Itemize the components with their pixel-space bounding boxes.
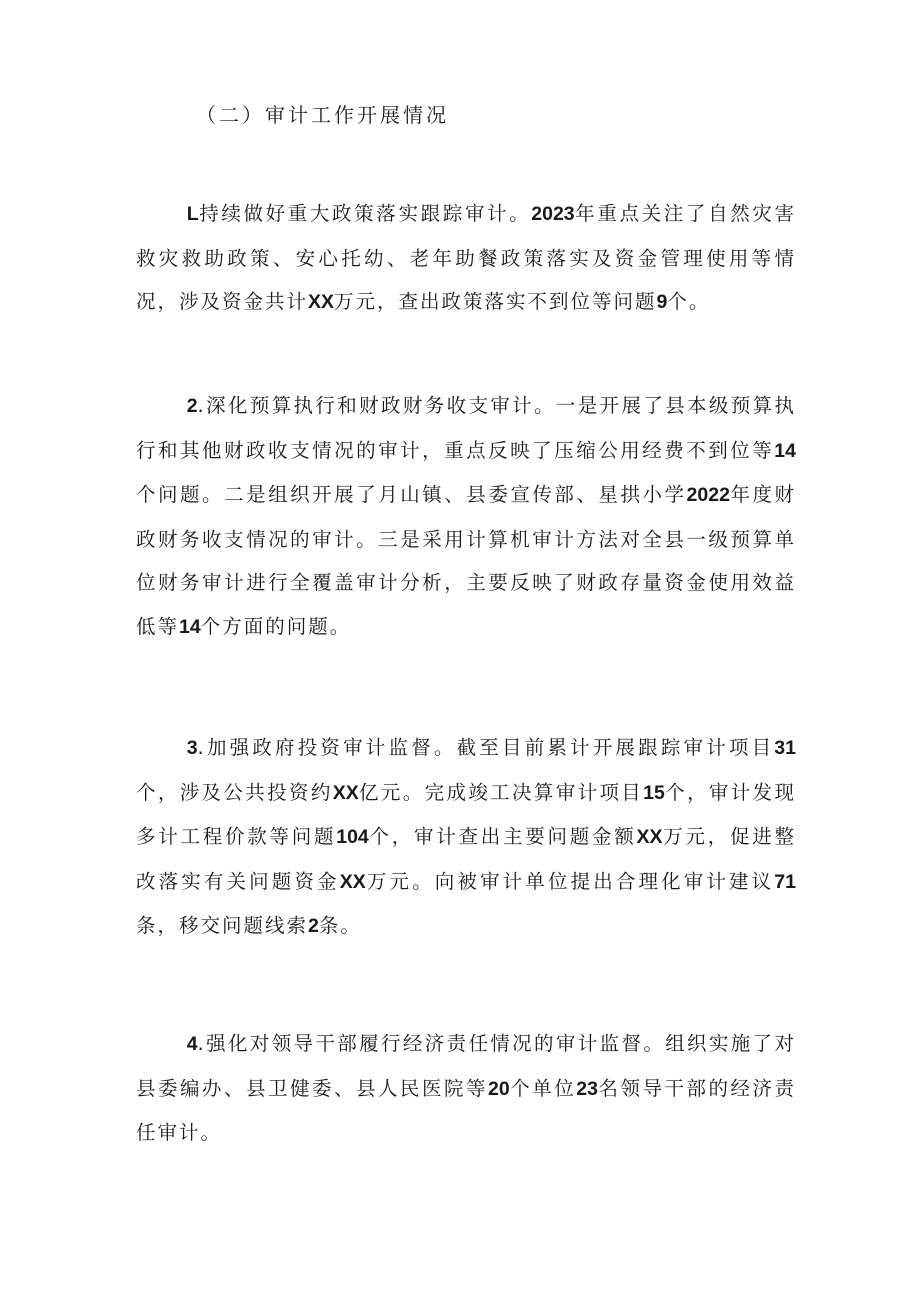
- number: 104: [336, 826, 369, 848]
- number: 20: [488, 1077, 510, 1100]
- number: 2023: [531, 203, 575, 225]
- text: 万元。向被审计单位提出合理化审计建议: [365, 869, 775, 893]
- item-number: 3: [186, 737, 198, 759]
- text: .加强政府投资审计监督。截至目前累计开展跟踪审计项目: [197, 736, 775, 759]
- text: 万元，促进整改落实有关问题资金: [136, 825, 796, 893]
- number: 2022: [686, 484, 730, 506]
- number: 23: [576, 1077, 598, 1100]
- text: 个方面的问题。: [200, 614, 352, 638]
- text: 年度财政财务收支情况的审计。三是采用计算机审计方法对全县一级预算单位财务审计进行全覆盖审计分析，主要反映了财政存量资金使用效益低等: [136, 483, 796, 638]
- text: 个，审计发现多计工程价款等问题: [136, 780, 796, 848]
- text: .强化对领导干部履行经济责任情况的审计监督。组织实施了对县委编办、县卫健委、县人民医院等: [136, 1032, 796, 1100]
- text: 个。: [667, 290, 711, 313]
- paragraph-2: [136, 384, 796, 649]
- number: XX: [339, 870, 366, 893]
- text: 个单位: [509, 1076, 577, 1100]
- text: 年重点关注了自然灾害救灾救助政策、安心托幼、老年助餐政策落实及资金管理使用等情况，涉及资金共计: [136, 202, 796, 313]
- number: 9: [656, 291, 668, 313]
- text: 条，移交问题线索: [136, 914, 309, 937]
- number: 15: [643, 781, 665, 804]
- number: 14: [774, 439, 796, 462]
- text: 条。: [318, 914, 362, 937]
- paragraph-3: [136, 726, 796, 949]
- text: 个，涉及公共投资约: [136, 780, 333, 804]
- item-number: 4: [186, 1033, 198, 1055]
- item-number: 2: [186, 395, 198, 417]
- text: 个问题。二是组织开展了月山镇、县委宣传部、星拱小学: [136, 483, 687, 506]
- paragraph-4: [136, 1022, 796, 1155]
- text: 持续做好重大政策落实跟踪审计。: [198, 202, 532, 225]
- number: 14: [179, 615, 201, 638]
- number: 31: [774, 737, 796, 759]
- text: 名领导干部的经济责任审计。: [136, 1076, 796, 1144]
- text: .深化预算执行和财政财务收支审计。一是开展了县本级预算执行和其他财政收支情况的审计，重点反映了压缩公用经费不到位等: [136, 394, 796, 462]
- number: 2: [308, 915, 319, 937]
- number: XX: [308, 291, 335, 313]
- paragraph-1: [136, 192, 796, 325]
- section-heading: （二）审计工作开展情况: [196, 103, 449, 127]
- item-number: L: [186, 203, 199, 225]
- number: 71: [774, 870, 796, 893]
- text: 亿元。完成竣工决算审计项目: [358, 780, 644, 804]
- text: 个，审计查出主要问题金额: [368, 825, 637, 848]
- text: 万元，查出政策落实不到位等问题: [334, 290, 657, 313]
- number: XX: [332, 781, 359, 804]
- number: XX: [636, 826, 663, 848]
